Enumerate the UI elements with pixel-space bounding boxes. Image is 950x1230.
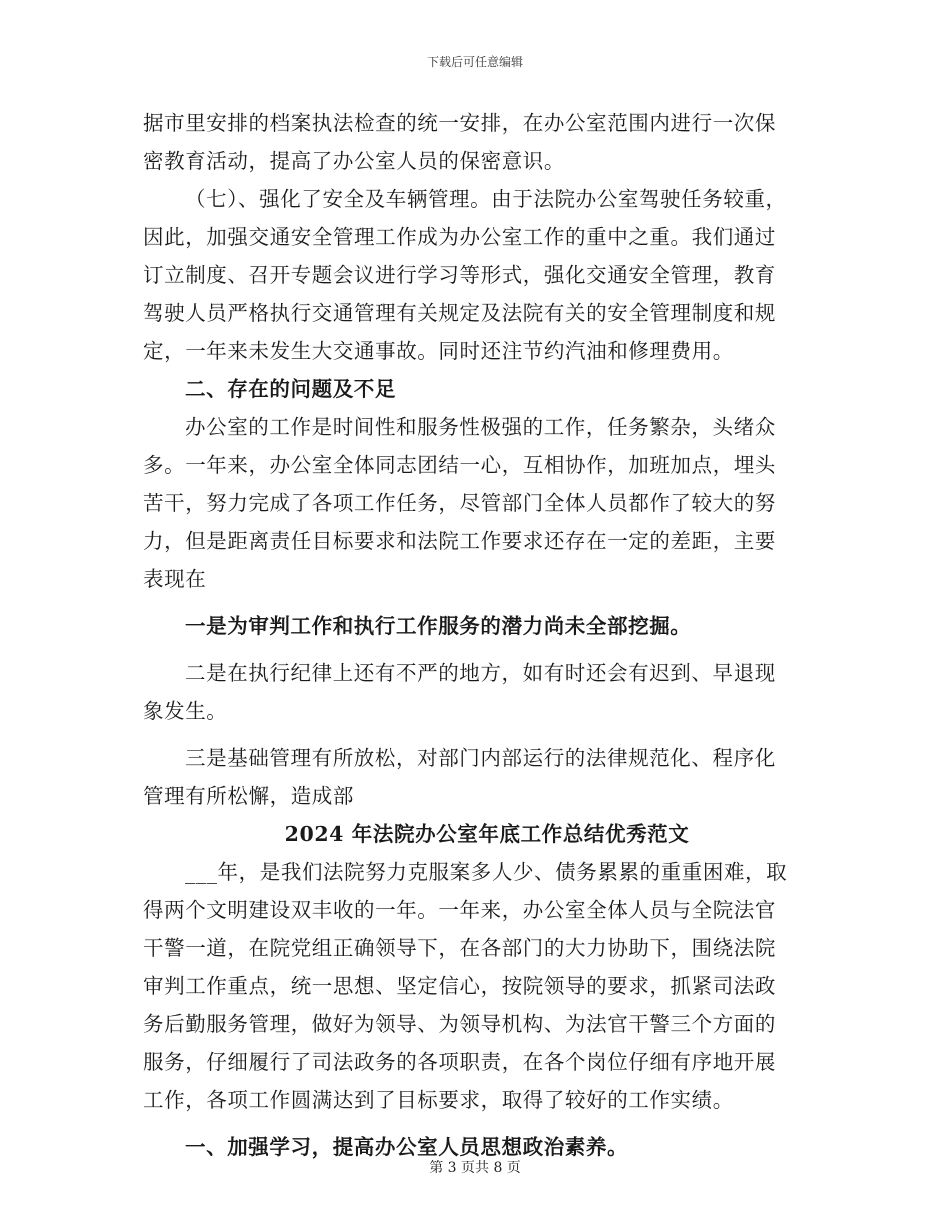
paragraph-line: 工作，各项工作圆满达到了目标要求，取得了较好的工作实绩。 [143,1088,734,1112]
document-title: 2024 年法院办公室年底工作总结优秀范文 [284,822,690,846]
paragraph-line: 定，一年来未发生大交通事故。同时还注节约汽油和修理费用。 [143,339,734,363]
paragraph-line: 象发生。 [143,699,228,723]
paragraph-line: ___年，是我们法院努力克服案多人少、债务累累的重重困难，取 [185,860,788,884]
paragraph-line: 务后勤服务管理，做好为领导、为领导机构、为法官干警三个方面的 [143,1012,776,1036]
paragraph-line: 苦干，努力完成了各项工作任务，尽管部门全体人员都作了较大的努 [143,491,776,515]
paragraph-line: 据市里安排的档案执法检查的统一安排，在办公室范围内进行一次保 [143,111,776,135]
page-header: 下载后可任意编辑 [426,55,523,69]
paragraph-line: 因此，加强交通安全管理工作成为办公室工作的重中之重。我们通过 [143,225,776,249]
paragraph-line: 得两个文明建设双丰收的一年。一年来，办公室全体人员与全院法官 [143,898,776,922]
paragraph-line: （七）、强化了安全及车辆管理。由于法院办公室驾驶任务较重， [185,187,787,211]
paragraph-line: 多。一年来，办公室全体同志团结一心，互相协作，加班加点，埋头 [143,453,776,477]
paragraph-line: 审判工作重点，统一思想、坚定信心，按院领导的要求，抓紧司法政 [143,974,776,998]
paragraph-line: 密教育活动，提高了办公室人员的保密意识。 [143,149,565,173]
paragraph-line: 办公室的工作是时间性和服务性极强的工作，任务繁杂，头绪众 [185,415,776,439]
section-heading: 二、存在的问题及不足 [185,377,396,401]
paragraph-line: 服务，仔细履行了司法政务的各项职责，在各个岗位仔细有序地开展 [143,1050,776,1074]
paragraph-line: 干警一道，在院党组正确领导下，在各部门的大力协助下，围绕法院 [143,936,776,960]
paragraph-line: 二是在执行纪律上还有不严的地方，如有时还会有迟到、早退现 [185,661,776,685]
paragraph-line: 三是基础管理有所放松，对部门内部运行的法律规范化、程序化 [185,746,776,770]
paragraph-line: 订立制度、召开专题会议进行学习等形式，强化交通安全管理，教育 [143,263,776,287]
point-heading: 一是为审判工作和执行工作服务的潜力尚未全部挖掘。 [185,614,692,638]
document-body [143,104,809,1166]
paragraph-line: 管理有所松懈，造成部 [143,784,354,808]
page-footer: 第 3 页共 8 页 [429,1160,521,1176]
section-heading: 一、加强学习，提高办公室人员思想政治素养。 [185,1135,629,1159]
paragraph-line: 力，但是距离责任目标要求和法院工作要求还存在一定的差距，主要 [143,529,776,553]
paragraph-line: 驾驶人员严格执行交通管理有关规定及法院有关的安全管理制度和规 [143,301,776,325]
paragraph-line: 表现在 [143,567,207,591]
